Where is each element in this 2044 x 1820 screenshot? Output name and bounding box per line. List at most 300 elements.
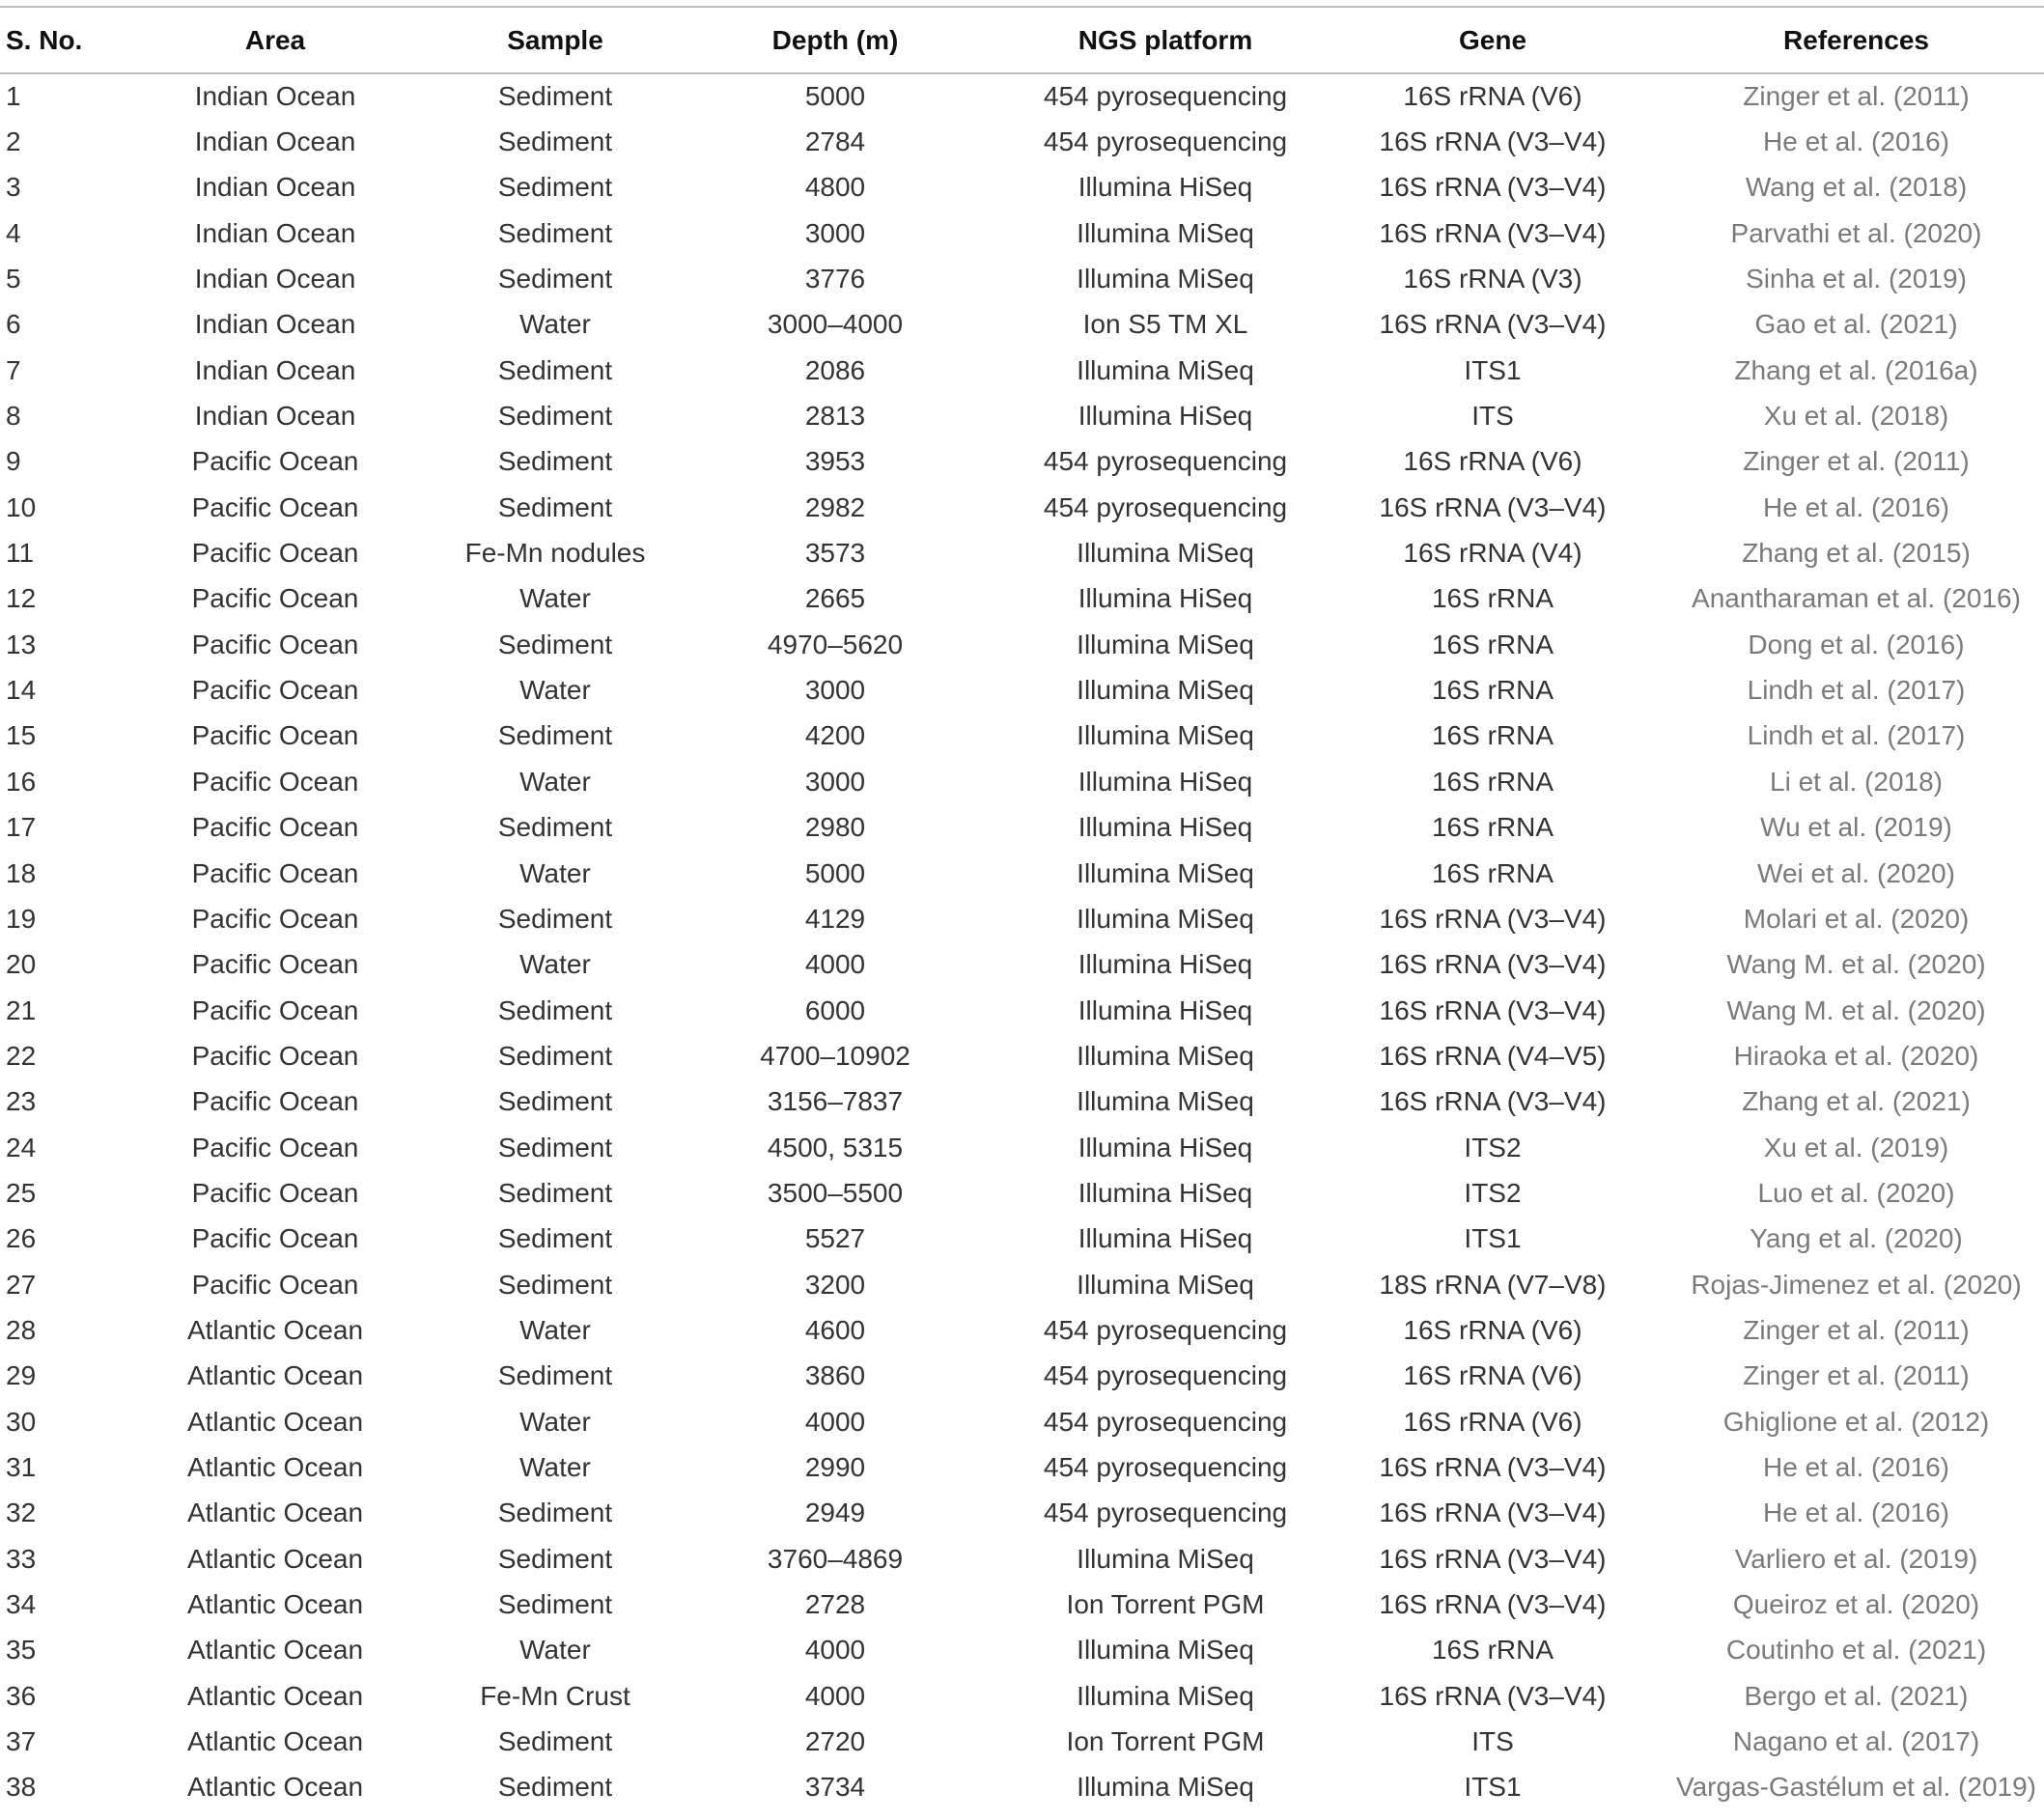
cell-ngs-platform: Ion S5 TM XL bbox=[1082, 309, 1248, 340]
cell-reference[interactable]: Zinger et al. (2011) bbox=[1743, 446, 1970, 477]
cell-ngs-platform: Illumina MiSeq bbox=[1077, 1772, 1254, 1803]
cell-gene: 16S rRNA (V6) bbox=[1403, 81, 1582, 112]
table-row bbox=[0, 622, 2044, 667]
cell-depth: 3776 bbox=[804, 264, 866, 294]
cell-gene: ITS bbox=[1471, 401, 1514, 432]
cell-depth: 3500–5500 bbox=[767, 1177, 904, 1208]
cell-sample: Water bbox=[519, 675, 591, 706]
cell-area: Pacific Ocean bbox=[191, 491, 359, 522]
cell-gene: ITS1 bbox=[1464, 1772, 1522, 1803]
table-row bbox=[0, 439, 2044, 485]
cell-ngs-platform: Illumina HiSeq bbox=[1078, 1223, 1253, 1254]
table-row bbox=[0, 1307, 2044, 1353]
cell-reference[interactable]: Hiraoka et al. (2020) bbox=[1733, 1040, 1979, 1071]
cell-sample: Sediment bbox=[497, 1360, 613, 1391]
table-row bbox=[0, 667, 2044, 713]
cell-sample: Water bbox=[519, 1406, 591, 1437]
cell-sample: Water bbox=[519, 309, 591, 340]
cell-ngs-platform: Illumina MiSeq bbox=[1077, 903, 1254, 934]
cell-ngs-platform: Illumina MiSeq bbox=[1077, 538, 1254, 569]
cell-area: Atlantic Ocean bbox=[186, 1314, 364, 1345]
cell-ngs-platform: Illumina MiSeq bbox=[1077, 720, 1254, 751]
cell-area: Indian Ocean bbox=[194, 309, 356, 340]
cell-depth: 3000–4000 bbox=[767, 309, 904, 340]
cell-depth: 4129 bbox=[804, 903, 866, 934]
cell-reference[interactable]: He et al. (2016) bbox=[1763, 1451, 1949, 1482]
cell-reference[interactable]: Zinger et al. (2011) bbox=[1743, 81, 1970, 112]
cell-reference[interactable]: Zinger et al. (2011) bbox=[1743, 1314, 1970, 1345]
cell-depth: 2784 bbox=[804, 126, 866, 157]
table-row bbox=[0, 1628, 2044, 1673]
table-row bbox=[0, 1765, 2044, 1810]
cell-sample: Water bbox=[519, 1314, 591, 1345]
cell-gene: 16S rRNA (V3–V4) bbox=[1379, 126, 1607, 157]
cell-area: Pacific Ocean bbox=[191, 538, 359, 569]
cell-depth: 4000 bbox=[804, 949, 866, 980]
table-row bbox=[0, 1354, 2044, 1399]
table-row bbox=[0, 851, 2044, 896]
cell-area: Atlantic Ocean bbox=[186, 1726, 364, 1757]
cell-reference[interactable]: Queiroz et al. (2020) bbox=[1732, 1589, 1980, 1620]
table-row bbox=[0, 530, 2044, 575]
cell-ngs-platform: Illumina MiSeq bbox=[1077, 857, 1254, 888]
cell-sample: Sediment bbox=[497, 1223, 613, 1254]
cell-sno: 9 bbox=[6, 446, 21, 477]
cell-reference[interactable]: Vargas-Gastélum et al. (2019) bbox=[1676, 1772, 2036, 1803]
cell-area: Pacific Ocean bbox=[191, 720, 359, 751]
cell-area: Atlantic Ocean bbox=[186, 1406, 364, 1437]
cell-sample: Sediment bbox=[497, 446, 613, 477]
cell-depth: 6000 bbox=[804, 994, 866, 1025]
header-ngs-platform: NGS platform bbox=[1078, 24, 1253, 55]
cell-depth: 2949 bbox=[804, 1498, 866, 1528]
cell-reference[interactable]: Wang et al. (2018) bbox=[1745, 172, 1968, 203]
cell-ngs-platform: 454 pyrosequencing bbox=[1043, 491, 1288, 522]
cell-reference[interactable]: Xu et al. (2019) bbox=[1763, 1132, 1949, 1162]
cell-sample: Sediment bbox=[497, 720, 613, 751]
cell-gene: 16S rRNA (V3–V4) bbox=[1379, 491, 1607, 522]
cell-area: Indian Ocean bbox=[194, 264, 356, 294]
cell-depth: 3734 bbox=[804, 1772, 866, 1803]
cell-area: Pacific Ocean bbox=[191, 994, 359, 1025]
table-row bbox=[0, 1217, 2044, 1262]
cell-gene: 16S rRNA (V3–V4) bbox=[1379, 903, 1607, 934]
cell-depth: 4500, 5315 bbox=[767, 1132, 904, 1162]
table-row bbox=[0, 988, 2044, 1033]
cell-gene: 16S rRNA (V6) bbox=[1403, 1406, 1582, 1437]
table-row bbox=[0, 1536, 2044, 1582]
cell-gene: 16S rRNA bbox=[1431, 857, 1554, 888]
cell-ngs-platform: 454 pyrosequencing bbox=[1043, 1360, 1288, 1391]
cell-area: Pacific Ocean bbox=[191, 1269, 359, 1300]
cell-ngs-platform: Ion Torrent PGM bbox=[1066, 1726, 1265, 1757]
cell-area: Indian Ocean bbox=[194, 126, 356, 157]
cell-sno: 26 bbox=[6, 1223, 37, 1254]
cell-ngs-platform: Illumina MiSeq bbox=[1077, 354, 1254, 385]
cell-sample: Sediment bbox=[497, 264, 613, 294]
cell-sno: 5 bbox=[6, 264, 21, 294]
cell-reference[interactable]: Zhang et al. (2016a) bbox=[1734, 354, 1978, 385]
cell-sample: Sediment bbox=[497, 1177, 613, 1208]
table-row bbox=[0, 73, 2044, 119]
cell-sample: Sediment bbox=[497, 217, 613, 248]
cell-gene: 16S rRNA (V3–V4) bbox=[1379, 1680, 1607, 1711]
cell-gene: 16S rRNA (V3–V4) bbox=[1379, 994, 1607, 1025]
table-row bbox=[0, 576, 2044, 622]
cell-ngs-platform: Illumina MiSeq bbox=[1077, 217, 1254, 248]
cell-reference[interactable]: Sinha et al. (2019) bbox=[1746, 264, 1967, 294]
cell-sno: 29 bbox=[6, 1360, 37, 1391]
table-row bbox=[0, 119, 2044, 164]
cell-depth: 3760–4869 bbox=[767, 1543, 904, 1574]
table-row bbox=[0, 1444, 2044, 1490]
cell-sample: Water bbox=[519, 766, 591, 797]
cell-depth: 5000 bbox=[804, 857, 866, 888]
cell-reference[interactable]: He et al. (2016) bbox=[1763, 491, 1949, 522]
cell-sno: 12 bbox=[6, 583, 37, 614]
cell-sno: 19 bbox=[6, 903, 37, 934]
cell-depth: 4970–5620 bbox=[767, 629, 904, 659]
cell-reference[interactable]: Zhang et al. (2015) bbox=[1742, 538, 1971, 569]
cell-sample: Sediment bbox=[497, 1498, 613, 1528]
cell-sample: Sediment bbox=[497, 629, 613, 659]
cell-gene: 16S rRNA bbox=[1431, 675, 1554, 706]
table-row bbox=[0, 805, 2044, 851]
header-area: Area bbox=[244, 24, 306, 55]
cell-depth: 2813 bbox=[804, 401, 866, 432]
cell-area: Atlantic Ocean bbox=[186, 1635, 364, 1666]
cell-ngs-platform: 454 pyrosequencing bbox=[1043, 81, 1288, 112]
cell-sno: 37 bbox=[6, 1726, 37, 1757]
cell-sno: 8 bbox=[6, 401, 21, 432]
cell-sno: 32 bbox=[6, 1498, 37, 1528]
cell-depth: 2086 bbox=[804, 354, 866, 385]
cell-reference[interactable]: He et al. (2016) bbox=[1763, 126, 1949, 157]
cell-reference[interactable]: Xu et al. (2018) bbox=[1763, 401, 1949, 432]
cell-reference[interactable]: Dong et al. (2016) bbox=[1748, 629, 1965, 659]
cell-depth: 5527 bbox=[804, 1223, 866, 1254]
cell-gene: ITS bbox=[1471, 1726, 1514, 1757]
cell-gene: 16S rRNA (V6) bbox=[1403, 1314, 1582, 1345]
cell-area: Pacific Ocean bbox=[191, 949, 359, 980]
cell-sno: 16 bbox=[6, 766, 37, 797]
cell-gene: 16S rRNA (V3–V4) bbox=[1379, 217, 1607, 248]
cell-sno: 15 bbox=[6, 720, 37, 751]
cell-reference[interactable]: Luo et al. (2020) bbox=[1757, 1177, 1955, 1208]
cell-sno: 30 bbox=[6, 1406, 37, 1437]
cell-gene: ITS1 bbox=[1464, 354, 1522, 385]
cell-reference[interactable]: Molari et al. (2020) bbox=[1743, 903, 1970, 934]
cell-ngs-platform: Illumina HiSeq bbox=[1078, 1177, 1253, 1208]
table-row bbox=[0, 1491, 2044, 1536]
cell-sample: Sediment bbox=[497, 1589, 613, 1620]
table-row bbox=[0, 942, 2044, 988]
cell-sample: Water bbox=[519, 583, 591, 614]
cell-gene: 16S rRNA (V3–V4) bbox=[1379, 1543, 1607, 1574]
cell-reference[interactable]: He et al. (2016) bbox=[1763, 1498, 1949, 1528]
cell-area: Pacific Ocean bbox=[191, 675, 359, 706]
cell-sno: 34 bbox=[6, 1589, 37, 1620]
cell-area: Pacific Ocean bbox=[191, 1177, 359, 1208]
cell-sno: 31 bbox=[6, 1451, 37, 1482]
cell-depth: 4700–10902 bbox=[760, 1040, 910, 1071]
cell-area: Pacific Ocean bbox=[191, 766, 359, 797]
table-row bbox=[0, 1719, 2044, 1764]
table-row bbox=[0, 210, 2044, 256]
cell-gene: 16S rRNA bbox=[1431, 583, 1554, 614]
cell-gene: 16S rRNA (V6) bbox=[1403, 446, 1582, 477]
cell-area: Indian Ocean bbox=[194, 81, 356, 112]
cell-gene: 16S rRNA (V3–V4) bbox=[1379, 1086, 1607, 1117]
cell-sno: 28 bbox=[6, 1314, 37, 1345]
cell-reference[interactable]: Li et al. (2018) bbox=[1770, 766, 1943, 797]
cell-gene: 16S rRNA bbox=[1431, 1635, 1554, 1666]
cell-depth: 2665 bbox=[804, 583, 866, 614]
cell-depth: 3000 bbox=[804, 217, 866, 248]
cell-gene: 16S rRNA bbox=[1431, 812, 1554, 843]
cell-reference[interactable]: Zinger et al. (2011) bbox=[1743, 1360, 1970, 1391]
cell-sno: 36 bbox=[6, 1680, 37, 1711]
cell-reference[interactable]: Ghiglione et al. (2012) bbox=[1722, 1406, 1990, 1437]
table-row bbox=[0, 1033, 2044, 1078]
cell-area: Pacific Ocean bbox=[191, 857, 359, 888]
cell-sno: 4 bbox=[6, 217, 21, 248]
cell-gene: 16S rRNA (V3–V4) bbox=[1379, 309, 1607, 340]
cell-sample: Water bbox=[519, 1635, 591, 1666]
cell-reference[interactable]: Wang M. et al. (2020) bbox=[1726, 949, 1986, 980]
cell-ngs-platform: Ion Torrent PGM bbox=[1066, 1589, 1265, 1620]
cell-reference[interactable]: Nagano et al. (2017) bbox=[1732, 1726, 1980, 1757]
cell-sno: 23 bbox=[6, 1086, 37, 1117]
header-sample: Sample bbox=[507, 24, 603, 55]
cell-ngs-platform: 454 pyrosequencing bbox=[1043, 1406, 1288, 1437]
studies-table bbox=[0, 6, 2044, 1810]
cell-ngs-platform: Illumina MiSeq bbox=[1077, 1635, 1254, 1666]
cell-sample: Sediment bbox=[497, 1543, 613, 1574]
cell-area: Indian Ocean bbox=[194, 354, 356, 385]
cell-sample: Sediment bbox=[497, 491, 613, 522]
cell-gene: 16S rRNA (V6) bbox=[1403, 1360, 1582, 1391]
cell-ngs-platform: Illumina HiSeq bbox=[1078, 949, 1253, 980]
cell-area: Atlantic Ocean bbox=[186, 1360, 364, 1391]
cell-reference[interactable]: Zhang et al. (2021) bbox=[1742, 1086, 1971, 1117]
cell-ngs-platform: Illumina HiSeq bbox=[1078, 812, 1253, 843]
table-row bbox=[0, 1079, 2044, 1125]
cell-ngs-platform: Illumina HiSeq bbox=[1078, 583, 1253, 614]
cell-depth: 2728 bbox=[804, 1589, 866, 1620]
cell-sno: 20 bbox=[6, 949, 37, 980]
cell-depth: 2990 bbox=[804, 1451, 866, 1482]
table-row bbox=[0, 393, 2044, 438]
table-header bbox=[0, 7, 2044, 73]
cell-sample: Fe-Mn Crust bbox=[480, 1680, 630, 1711]
cell-sno: 27 bbox=[6, 1269, 37, 1300]
table-row bbox=[0, 165, 2044, 210]
cell-ngs-platform: 454 pyrosequencing bbox=[1043, 1498, 1288, 1528]
cell-area: Pacific Ocean bbox=[191, 583, 359, 614]
cell-depth: 5000 bbox=[804, 81, 866, 112]
cell-ngs-platform: Illumina MiSeq bbox=[1077, 1040, 1254, 1071]
cell-reference[interactable]: Anantharaman et al. (2016) bbox=[1692, 583, 2021, 614]
cell-depth: 3156–7837 bbox=[767, 1086, 904, 1117]
cell-depth: 4000 bbox=[804, 1406, 866, 1437]
cell-area: Indian Ocean bbox=[194, 172, 356, 203]
cell-sno: 18 bbox=[6, 857, 37, 888]
cell-sample: Water bbox=[519, 1451, 591, 1482]
table-row bbox=[0, 1399, 2044, 1444]
cell-depth: 4600 bbox=[804, 1314, 866, 1345]
cell-depth: 2980 bbox=[804, 812, 866, 843]
cell-area: Atlantic Ocean bbox=[186, 1772, 364, 1803]
cell-ngs-platform: Illumina HiSeq bbox=[1078, 1132, 1253, 1162]
cell-area: Pacific Ocean bbox=[191, 812, 359, 843]
table-row bbox=[0, 1673, 2044, 1719]
cell-gene: ITS2 bbox=[1464, 1132, 1522, 1162]
cell-ngs-platform: 454 pyrosequencing bbox=[1043, 446, 1288, 477]
cell-reference[interactable]: Bergo et al. (2021) bbox=[1744, 1680, 1969, 1711]
cell-ngs-platform: Illumina MiSeq bbox=[1077, 1543, 1254, 1574]
cell-sample: Sediment bbox=[497, 1086, 613, 1117]
cell-sample: Sediment bbox=[497, 994, 613, 1025]
table-body bbox=[0, 73, 2044, 1810]
cell-gene: 16S rRNA (V3) bbox=[1403, 264, 1582, 294]
cell-sno: 21 bbox=[6, 994, 37, 1025]
table-row bbox=[0, 256, 2044, 301]
cell-sample: Water bbox=[519, 949, 591, 980]
cell-area: Pacific Ocean bbox=[191, 1132, 359, 1162]
cell-depth: 2982 bbox=[804, 491, 866, 522]
cell-reference[interactable]: Gao et al. (2021) bbox=[1754, 309, 1958, 340]
cell-ngs-platform: Illumina MiSeq bbox=[1077, 1086, 1254, 1117]
cell-ngs-platform: Illumina HiSeq bbox=[1078, 994, 1253, 1025]
cell-sample: Water bbox=[519, 857, 591, 888]
cell-sno: 7 bbox=[6, 354, 21, 385]
cell-gene: ITS1 bbox=[1464, 1223, 1522, 1254]
cell-depth: 4000 bbox=[804, 1635, 866, 1666]
cell-gene: 16S rRNA (V3–V4) bbox=[1379, 949, 1607, 980]
cell-sample: Sediment bbox=[497, 354, 613, 385]
cell-reference[interactable]: Wang M. et al. (2020) bbox=[1726, 994, 1986, 1025]
cell-reference[interactable]: Lindh et al. (2017) bbox=[1747, 720, 1966, 751]
cell-sno: 33 bbox=[6, 1543, 37, 1574]
table-row bbox=[0, 1170, 2044, 1216]
cell-depth: 4000 bbox=[804, 1680, 866, 1711]
cell-gene: ITS2 bbox=[1464, 1177, 1522, 1208]
cell-ngs-platform: Illumina MiSeq bbox=[1077, 629, 1254, 659]
table-row bbox=[0, 485, 2044, 530]
table-row bbox=[0, 348, 2044, 393]
cell-reference[interactable]: Varliero et al. (2019) bbox=[1734, 1543, 1978, 1574]
cell-sno: 24 bbox=[6, 1132, 37, 1162]
cell-reference[interactable]: Parvathi et al. (2020) bbox=[1730, 217, 1982, 248]
cell-ngs-platform: Illumina MiSeq bbox=[1077, 1269, 1254, 1300]
cell-gene: 16S rRNA (V3–V4) bbox=[1379, 172, 1607, 203]
cell-area: Indian Ocean bbox=[194, 217, 356, 248]
table-row bbox=[0, 1262, 2044, 1307]
cell-ngs-platform: Illumina MiSeq bbox=[1077, 1680, 1254, 1711]
table-row bbox=[0, 1125, 2044, 1170]
cell-area: Pacific Ocean bbox=[191, 629, 359, 659]
cell-sno: 6 bbox=[6, 309, 21, 340]
header-sno: S. No. bbox=[6, 24, 83, 55]
cell-reference[interactable]: Rojas-Jimenez et al. (2020) bbox=[1691, 1269, 2022, 1300]
cell-reference[interactable]: Wei et al. (2020) bbox=[1757, 857, 1955, 888]
cell-sample: Sediment bbox=[497, 172, 613, 203]
cell-area: Atlantic Ocean bbox=[186, 1498, 364, 1528]
cell-depth: 3000 bbox=[804, 766, 866, 797]
cell-depth: 3860 bbox=[804, 1360, 866, 1391]
cell-sample: Sediment bbox=[497, 1040, 613, 1071]
cell-gene: 16S rRNA (V3–V4) bbox=[1379, 1589, 1607, 1620]
header-row bbox=[0, 7, 2044, 73]
cell-area: Atlantic Ocean bbox=[186, 1680, 364, 1711]
cell-depth: 4200 bbox=[804, 720, 866, 751]
table-row bbox=[0, 1582, 2044, 1627]
cell-reference[interactable]: Wu et al. (2019) bbox=[1760, 812, 1952, 843]
cell-gene: 16S rRNA bbox=[1431, 720, 1554, 751]
cell-area: Atlantic Ocean bbox=[186, 1589, 364, 1620]
cell-depth: 4800 bbox=[804, 172, 866, 203]
cell-ngs-platform: Illumina MiSeq bbox=[1077, 675, 1254, 706]
cell-sample: Sediment bbox=[497, 1132, 613, 1162]
cell-gene: 16S rRNA (V4) bbox=[1403, 538, 1582, 569]
cell-ngs-platform: Illumina HiSeq bbox=[1078, 172, 1253, 203]
cell-sample: Sediment bbox=[497, 401, 613, 432]
cell-reference[interactable]: Lindh et al. (2017) bbox=[1747, 675, 1966, 706]
cell-gene: 16S rRNA (V3–V4) bbox=[1379, 1451, 1607, 1482]
cell-ngs-platform: Illumina HiSeq bbox=[1078, 766, 1253, 797]
cell-gene: 16S rRNA bbox=[1431, 766, 1554, 797]
cell-area: Pacific Ocean bbox=[191, 903, 359, 934]
cell-sno: 35 bbox=[6, 1635, 37, 1666]
cell-reference[interactable]: Yang et al. (2020) bbox=[1750, 1223, 1963, 1254]
cell-sno: 1 bbox=[6, 81, 21, 112]
cell-ngs-platform: 454 pyrosequencing bbox=[1043, 1451, 1288, 1482]
cell-sno: 25 bbox=[6, 1177, 37, 1208]
cell-depth: 3200 bbox=[804, 1269, 866, 1300]
cell-area: Pacific Ocean bbox=[191, 1223, 359, 1254]
table-row bbox=[0, 302, 2044, 348]
cell-sample: Fe-Mn nodules bbox=[464, 538, 646, 569]
header-gene: Gene bbox=[1458, 24, 1527, 55]
cell-sno: 38 bbox=[6, 1772, 37, 1803]
cell-ngs-platform: Illumina HiSeq bbox=[1078, 401, 1253, 432]
cell-ngs-platform: Illumina MiSeq bbox=[1077, 264, 1254, 294]
cell-ngs-platform: 454 pyrosequencing bbox=[1043, 126, 1288, 157]
cell-gene: 16S rRNA bbox=[1431, 629, 1554, 659]
cell-depth: 3953 bbox=[804, 446, 866, 477]
cell-gene: 18S rRNA (V7–V8) bbox=[1379, 1269, 1607, 1300]
cell-sno: 17 bbox=[6, 812, 37, 843]
cell-area: Pacific Ocean bbox=[191, 1040, 359, 1071]
header-depth: Depth (m) bbox=[771, 24, 899, 55]
cell-reference[interactable]: Coutinho et al. (2021) bbox=[1725, 1635, 1987, 1666]
cell-sample: Sediment bbox=[497, 81, 613, 112]
cell-sample: Sediment bbox=[497, 1726, 613, 1757]
cell-sno: 14 bbox=[6, 675, 37, 706]
cell-area: Pacific Ocean bbox=[191, 1086, 359, 1117]
cell-area: Atlantic Ocean bbox=[186, 1451, 364, 1482]
cell-sample: Sediment bbox=[497, 126, 613, 157]
table-row bbox=[0, 759, 2044, 804]
cell-sample: Sediment bbox=[497, 812, 613, 843]
cell-sno: 10 bbox=[6, 491, 37, 522]
cell-depth: 2720 bbox=[804, 1726, 866, 1757]
cell-sample: Sediment bbox=[497, 1772, 613, 1803]
cell-sample: Sediment bbox=[497, 1269, 613, 1300]
cell-area: Pacific Ocean bbox=[191, 446, 359, 477]
cell-depth: 3573 bbox=[804, 538, 866, 569]
